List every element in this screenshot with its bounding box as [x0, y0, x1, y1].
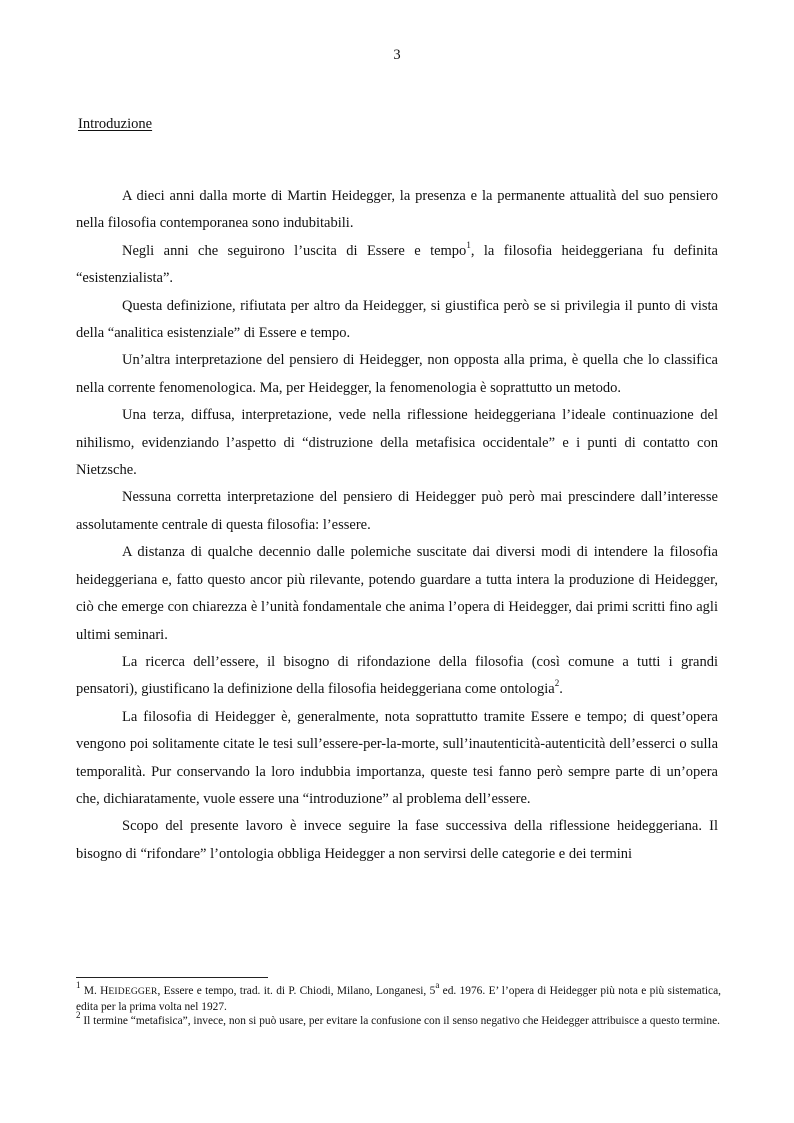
footnote-1-author-rest: EIDEGGER	[108, 987, 158, 997]
paragraph-10: Scopo del presente lavoro è invece seguire la fase successiva della riflessione heideggeriana. Il bisogno di “rifondare” l’ontologia obbliga Heidegger a non servirsi delle categorie e dei termini	[76, 818, 718, 862]
body-text	[76, 183, 718, 868]
paragraph-4: Un’altra interpretazione del pensiero di Heidegger, non opposta alla prima, è quella che lo classifica nella corrente fenomenologica. Ma, per Heidegger, la fenomenologia è soprattutto un metodo.	[76, 352, 718, 396]
footnote-1-number: 1	[76, 980, 81, 991]
paragraph-8	[76, 649, 718, 704]
footnote-1-author-initial: M. H	[83, 985, 109, 997]
paragraph-6: Nessuna corretta interpretazione del pensiero di Heidegger può però mai prescindere dall’interesse assolutamente centrale di questa filosofia: l’essere.	[76, 489, 718, 533]
paragraph-2	[76, 238, 718, 293]
paragraph-9: La filosofia di Heidegger è, generalmente, nota soprattutto tramite Essere e tempo; di quest’opera vengono poi solitamente citate le tesi sull’essere-per-la-morte, sull’inautenticità-autenticità dell’esserci o sulla temporalità. Pur conservando la loro indubbia importanza, queste tesi fanno però sempre parte di un’opera che, dichiaratamente, vuole essere una “introduzione” al problema dell’essere.	[76, 708, 718, 807]
paragraph-1: A dieci anni dalla morte di Martin Heidegger, la presenza e la permanente attualità del suo pensiero nella filosofia contemporanea sono indubitabili.	[76, 188, 718, 232]
paragraph-3: Questa definizione, rifiutata per altro da Heidegger, si giustifica però se si privilegia il punto di vista della “analitica esistenziale” di Essere e tempo.	[76, 297, 718, 342]
footnote-2-text: Il termine “metafisica”, invece, non si può usare, per evitare la confusione con il senso negativo che Heidegger attribuisce a questo termine.	[80, 1015, 721, 1027]
footnotes	[76, 980, 721, 1029]
footnote-1	[76, 980, 721, 1014]
section-heading: Introduzione	[78, 116, 153, 132]
page-number: 3	[393, 47, 401, 63]
paragraph-8-text-before: La ricerca dell’essere, il bisogno di rifondazione della filosofia (così comune a tutti i grandi pensatori), giustificano la definizione della filosofia heideggeriana come ontologia	[76, 653, 718, 698]
footnote-1-text-after: ed. 1976. E’ l’opera di Heidegger più nota e più sistematica, edita per la prima volta nel 1927.	[76, 985, 721, 1013]
footnote-2	[76, 1010, 721, 1029]
footnote-ref-1: 1	[466, 239, 471, 250]
paragraph-2-text-before: Negli anni che seguirono l’uscita di Essere e tempo	[122, 242, 467, 259]
footnote-ref-2: 2	[554, 678, 560, 689]
paragraph-7: A distanza di qualche decennio dalle polemiche suscitate dai diversi modi di intendere la filosofia heideggeriana e, fatto questo ancor più rilevante, potendo guardare a tutta intera la produzione di Heidegger, ciò che emerge con chiarezza è l’unità fondamentale che anima l’opera di Heidegger, dai primi scritti fino agli ultimi seminari.	[76, 544, 718, 643]
footnote-1-edition-sup: a	[435, 980, 440, 991]
paragraph-8-text-after: .	[559, 681, 563, 698]
paragraph-2-text-after: , la filosofia heideggeriana fu definita “esistenzialista”.	[76, 242, 718, 287]
footnote-2-number: 2	[76, 1010, 81, 1021]
paragraph-5: Una terza, diffusa, interpretazione, vede nella riflessione heideggeriana l’ideale continuazione del nihilismo, evidenziando l’aspetto di “distruzione della metafisica occidentale” e i punti di contatto con Nietzsche.	[76, 407, 718, 479]
footnote-divider	[76, 977, 268, 978]
footnote-1-text-before: , Essere e tempo, trad. it. di P. Chiodi, Milano, Longanesi, 5	[157, 985, 436, 997]
